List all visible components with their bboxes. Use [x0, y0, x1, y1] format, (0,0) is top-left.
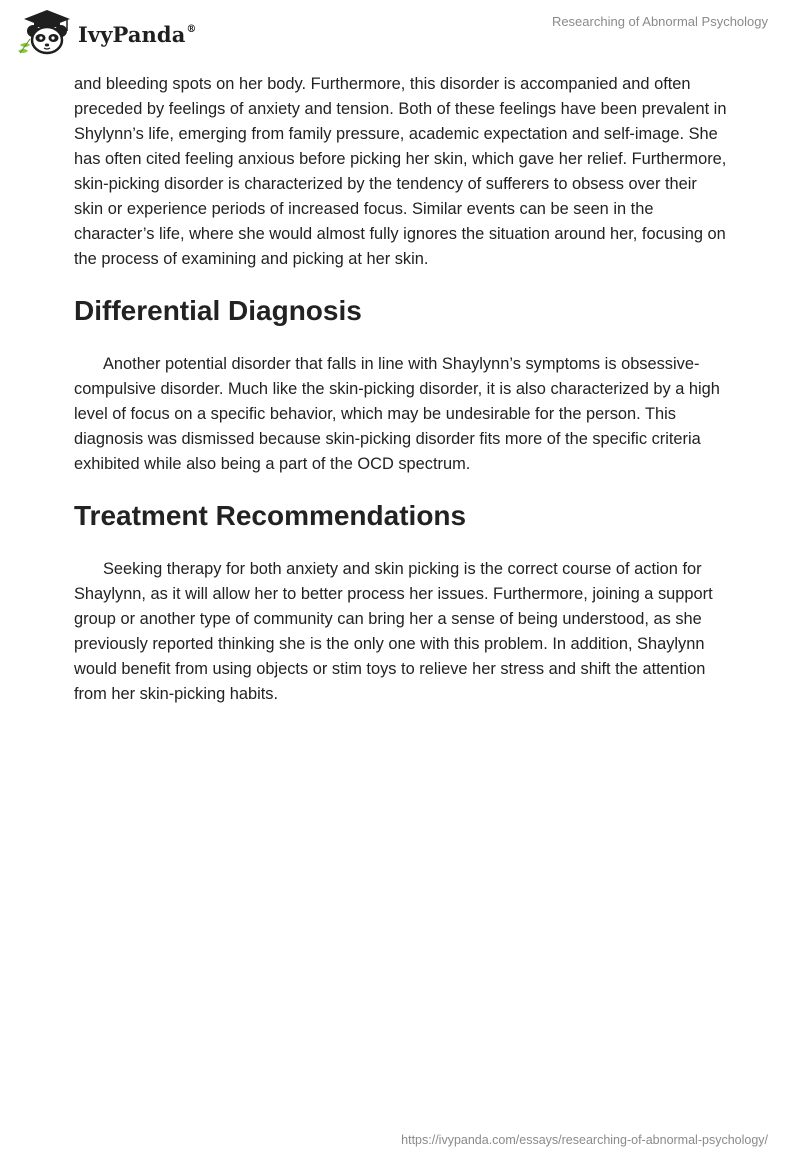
source-url[interactable]: https://ivypanda.com/essays/researching-of-abnormal-psychology/ — [401, 1133, 768, 1147]
essay-content — [74, 72, 730, 707]
ivypanda-logo[interactable] — [16, 9, 197, 55]
intro-paragraph: and bleeding spots on her body. Furthermore, this disorder is accompanied and often preceded by feelings of anxiety and tension. Both of these feelings have been prevalent in Shylynn’s life, emerging from family pressure, academic expectation and self-image. She has often cited feeling anxious before picking her skin, which gave her relief. Furthermore, skin-picking disorder is characterized by the tendency of sufferers to obsess over their skin or experience periods of increased focus. Similar events can be seen in the character’s life, where she would almost fully ignores the situation around her, focusing on the process of examining and picking at her skin. — [74, 75, 727, 268]
brand-name — [78, 22, 197, 47]
document-title: Researching of Abnormal Psychology — [551, 14, 768, 29]
registered-mark: ® — [186, 23, 197, 35]
panda-graduate-icon — [16, 9, 74, 55]
page-header — [0, 0, 800, 64]
brand-name-text: IvyPanda — [78, 21, 186, 47]
heading-treatment-recommendations: Treatment Recommendations — [74, 500, 467, 531]
treatment-recommendations-paragraph: Seeking therapy for both anxiety and skin picking is the correct course of action for Shaylynn, as it will allow her to better process her issues. Furthermore, joining a support group or another type of community can bring her a sense of being understood, as she previously reported thinking she is the only one with this problem. In addition, Shaylynn would benefit from using objects or stim toys to relieve her stress and shift the attention from her skin-picking habits. — [74, 560, 713, 703]
differential-diagnosis-paragraph: Another potential disorder that falls in line with Shaylynn’s symptoms is obsessive-compulsive disorder. Much like the skin-picking disorder, it is also characterized by a high level of focus on a specific behavior, which may be undesirable for the person. This diagnosis was dismissed because skin-picking disorder fits more of the specific criteria exhibited while also being a part of the OCD spectrum. — [74, 355, 720, 473]
heading-differential-diagnosis: Differential Diagnosis — [74, 295, 362, 326]
